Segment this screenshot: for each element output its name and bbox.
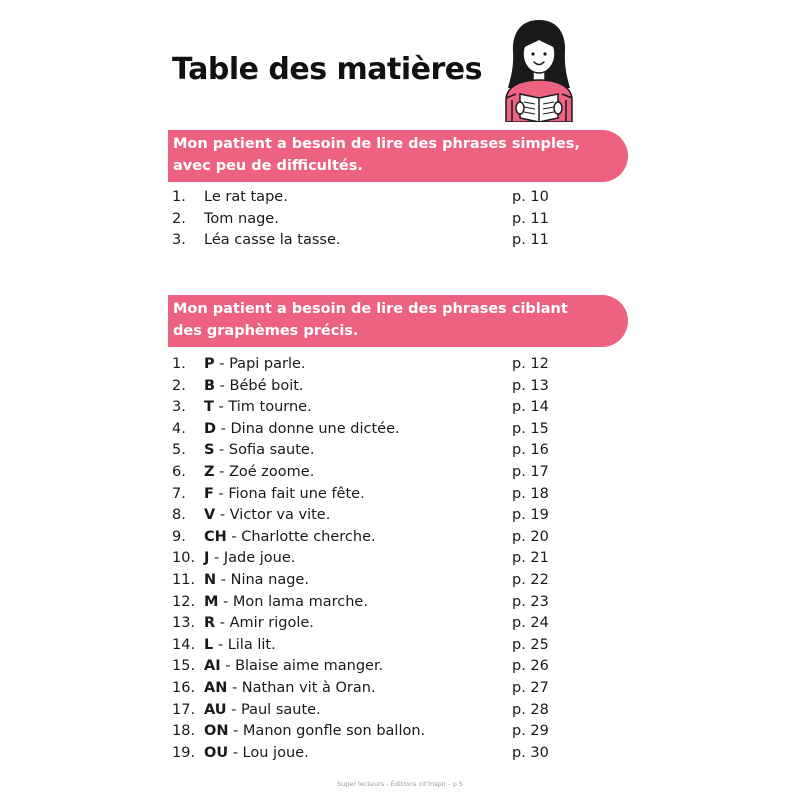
entry-page: p. 14 xyxy=(512,399,549,416)
entry-title: Léa casse la tasse. xyxy=(204,232,341,249)
entry-title xyxy=(204,527,376,549)
entry-sentence: - Lila lit. xyxy=(213,636,276,653)
entry-title xyxy=(204,613,314,635)
entry-number: 3. xyxy=(172,232,186,249)
entry-number: 16. xyxy=(172,679,196,696)
entry-sentence: - Amir rigole. xyxy=(215,615,314,632)
entry-sentence: - Fiona fait une fête. xyxy=(213,485,365,502)
entry-title xyxy=(204,678,376,700)
entry-number: 1. xyxy=(172,356,186,372)
section-heading-simple xyxy=(168,130,628,182)
entry-grapheme: R xyxy=(204,615,216,632)
entry-title xyxy=(204,721,425,743)
entry-sentence: - Mon lama marche. xyxy=(218,593,368,610)
entry-sentence: - Sofia saute. xyxy=(214,442,315,459)
entry-sentence: - Blaise aime manger. xyxy=(220,658,384,675)
entry-number: 5. xyxy=(172,442,186,459)
entry-page: p. 25 xyxy=(512,636,549,653)
entry-number: 8. xyxy=(172,507,186,524)
entry-number: 11. xyxy=(172,571,196,588)
entry-title xyxy=(204,505,330,527)
entry-sentence: - Paul saute. xyxy=(226,701,321,718)
entry-page: p. 28 xyxy=(512,701,549,718)
entry-page: p. 29 xyxy=(512,723,549,740)
entry-sentence: - Nina nage. xyxy=(216,571,309,588)
entry-title xyxy=(204,354,306,376)
entry-title xyxy=(204,397,312,419)
entry-number: 14. xyxy=(172,636,196,653)
entry-page: p. 30 xyxy=(512,744,549,761)
entry-title xyxy=(204,419,400,441)
entry-title xyxy=(204,656,383,678)
entry-number: 2. xyxy=(172,210,186,227)
entry-page: p. 11 xyxy=(512,210,549,227)
entry-grapheme: L xyxy=(204,636,214,653)
entry-page: p. 27 xyxy=(512,679,549,696)
section-heading-line: Mon patient a besoin de lire des phrases simples, xyxy=(173,136,580,152)
entry-sentence: - Bébé boit. xyxy=(215,377,304,394)
entry-sentence: - Zoé zoome. xyxy=(214,463,315,480)
section-heading-line: avec peu de difficultés. xyxy=(173,158,363,174)
section-heading-graphemes xyxy=(168,295,628,347)
entry-page: p. 15 xyxy=(512,420,549,437)
entry-page: p. 22 xyxy=(512,571,549,588)
entry-page: p. 24 xyxy=(512,615,549,632)
section-heading-line: Mon patient a besoin de lire des phrases ciblant xyxy=(173,301,568,317)
entry-grapheme: J xyxy=(204,550,210,567)
entry-title: Tom nage. xyxy=(204,210,279,227)
entry-number: 19. xyxy=(172,744,196,761)
entry-title xyxy=(204,592,368,614)
entry-page: p. 20 xyxy=(512,528,549,545)
entry-title xyxy=(204,484,365,506)
entry-grapheme: Z xyxy=(204,463,215,480)
entry-page: p. 10 xyxy=(512,189,549,205)
entry-page: p. 17 xyxy=(512,463,549,480)
entry-grapheme: P xyxy=(204,356,215,372)
entry-page: p. 26 xyxy=(512,658,549,675)
entry-page: p. 13 xyxy=(512,377,549,394)
entry-number: 12. xyxy=(172,593,196,610)
entry-title xyxy=(204,376,304,398)
page-title: Table des matières xyxy=(172,52,482,87)
entry-number: 13. xyxy=(172,615,196,632)
entry-page: p. 19 xyxy=(512,507,549,524)
entry-title xyxy=(204,440,314,462)
entry-number: 4. xyxy=(172,420,186,437)
entry-grapheme: OU xyxy=(204,744,229,761)
entry-grapheme: B xyxy=(204,377,216,394)
entry-sentence: - Papi parle. xyxy=(214,356,306,372)
entry-title xyxy=(204,462,314,484)
entry-grapheme: AN xyxy=(204,679,228,696)
entry-number: 18. xyxy=(172,723,196,740)
entry-page: p. 16 xyxy=(512,442,549,459)
entry-page: p. 21 xyxy=(512,550,549,567)
entry-title xyxy=(204,743,309,765)
entry-number: 9. xyxy=(172,528,186,545)
entry-number: 1. xyxy=(172,189,186,205)
entry-sentence: - Tim tourne. xyxy=(213,399,312,416)
entry-grapheme: N xyxy=(204,571,217,588)
entry-page: p. 12 xyxy=(512,356,549,372)
entry-number: 3. xyxy=(172,399,186,416)
entry-grapheme: T xyxy=(204,399,214,416)
entry-number: 10. xyxy=(172,550,196,567)
entry-sentence: - Nathan vit à Oran. xyxy=(227,679,376,696)
page-footer: Super lecteurs - Éditions cit'inspir - p 5 xyxy=(336,780,464,788)
entry-grapheme: V xyxy=(204,507,216,524)
entry-number: 7. xyxy=(172,485,186,502)
entry-sentence: - Victor va vite. xyxy=(215,507,331,524)
entry-page: p. 18 xyxy=(512,485,549,502)
entry-title xyxy=(204,570,309,592)
entry-title xyxy=(204,548,295,570)
entry-grapheme: F xyxy=(204,485,214,502)
entry-page: p. 23 xyxy=(512,593,549,610)
entry-grapheme: CH xyxy=(204,528,227,545)
entry-sentence: - Lou joue. xyxy=(228,744,309,761)
entry-number: 15. xyxy=(172,658,196,675)
girl-reading-book-icon xyxy=(498,14,580,122)
entry-grapheme: ON xyxy=(204,723,229,740)
section-heading-line: des graphèmes précis. xyxy=(173,323,359,339)
entry-grapheme: M xyxy=(204,593,219,610)
entry-title xyxy=(204,635,276,657)
entry-title: Le rat tape. xyxy=(204,189,288,205)
entry-number: 17. xyxy=(172,701,196,718)
entry-grapheme: AU xyxy=(204,701,227,718)
entry-sentence: - Charlotte cherche. xyxy=(226,528,376,545)
entry-sentence: - Dina donne une dictée. xyxy=(216,420,400,437)
entry-grapheme: D xyxy=(204,420,217,437)
entry-sentence: - Jade joue. xyxy=(209,550,296,567)
entry-page: p. 11 xyxy=(512,232,549,249)
entry-number: 2. xyxy=(172,377,186,394)
entry-sentence: - Manon gonfle son ballon. xyxy=(228,723,426,740)
entry-grapheme: S xyxy=(204,442,215,459)
entry-grapheme: AI xyxy=(204,658,221,675)
entry-title xyxy=(204,700,321,722)
entry-number: 6. xyxy=(172,463,186,480)
